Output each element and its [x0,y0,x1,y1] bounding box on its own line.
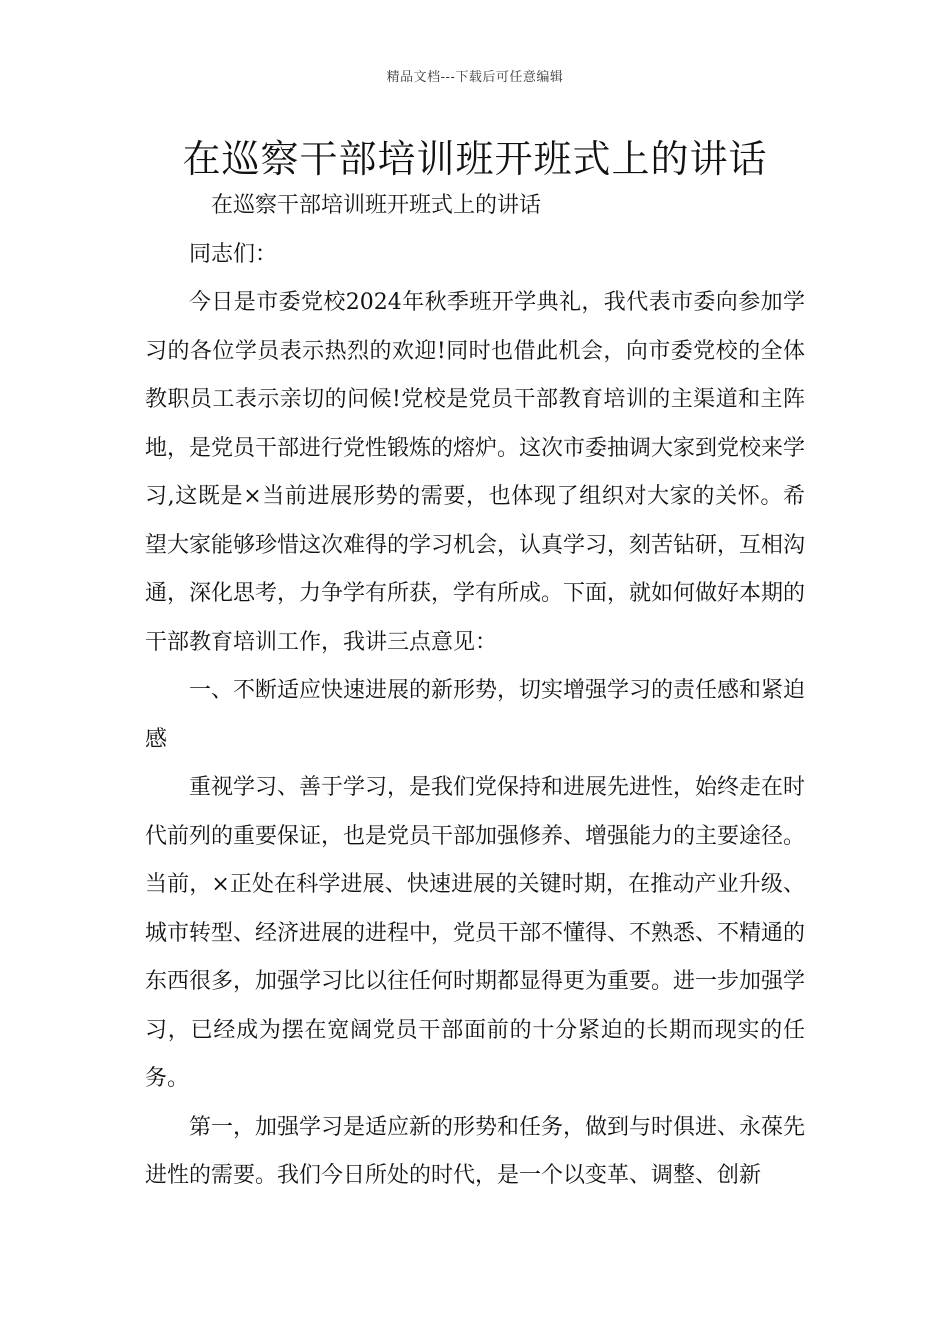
document-title: 在巡察干部培训班开班式上的讲话 [182,137,768,181]
salutation: 同志们： [189,241,278,267]
page-header: 精品文档---下载后可任意编辑 [386,70,564,85]
section-heading-1: 一、不断适应快速进展的新形势，切实增强学习的责任感和紧迫感 [145,678,806,752]
paragraph-point-1: 第一，加强学习是适应新的形势和任务，做到与时俱进、永葆先进性的需要。我们今日所处的时代，是一个以变革、调整、创新 [145,1114,806,1188]
paragraph-section-1: 重视学习、善于学习，是我们党保持和进展先进性，始终走在时代前列的重要保证，也是党员干部加强修养、增强能力的主要途径。当前，×正处在科学进展、快速进展的关键时期，在推动产业升级、城市转型、经济进展的进程中，党员干部不懂得、不熟悉、不精通的东西很多，加强学习比以往任何时期都显得更为重要。进一步加强学习，已经成为摆在宽阔党员干部面前的十分紧迫的长期而现实的任务。 [145,775,806,1091]
paragraph-intro: 今日是市委党校2024年秋季班开学典礼，我代表市委向参加学习的各位学员表示热烈的欢迎!同时也借此机会，向市委党校的全体教职员工表示亲切的问候!党校是党员干部教育培训的主渠道和主阵地，是党员干部进行党性锻炼的熔炉。这次市委抽调大家到党校来学习,这既是×当前进展形势的需要，也体现了组织对大家的关怀。希望大家能够珍惜这次难得的学习机会，认真学习，刻苦钻研，互相沟通，深化思考，力争学有所获，学有所成。下面，就如何做好本期的干部教育培训工作，我讲三点意见： [145,290,806,655]
document-subtitle: 在巡察干部培训班开班式上的讲话 [211,193,542,218]
document-body [145,182,805,1201]
